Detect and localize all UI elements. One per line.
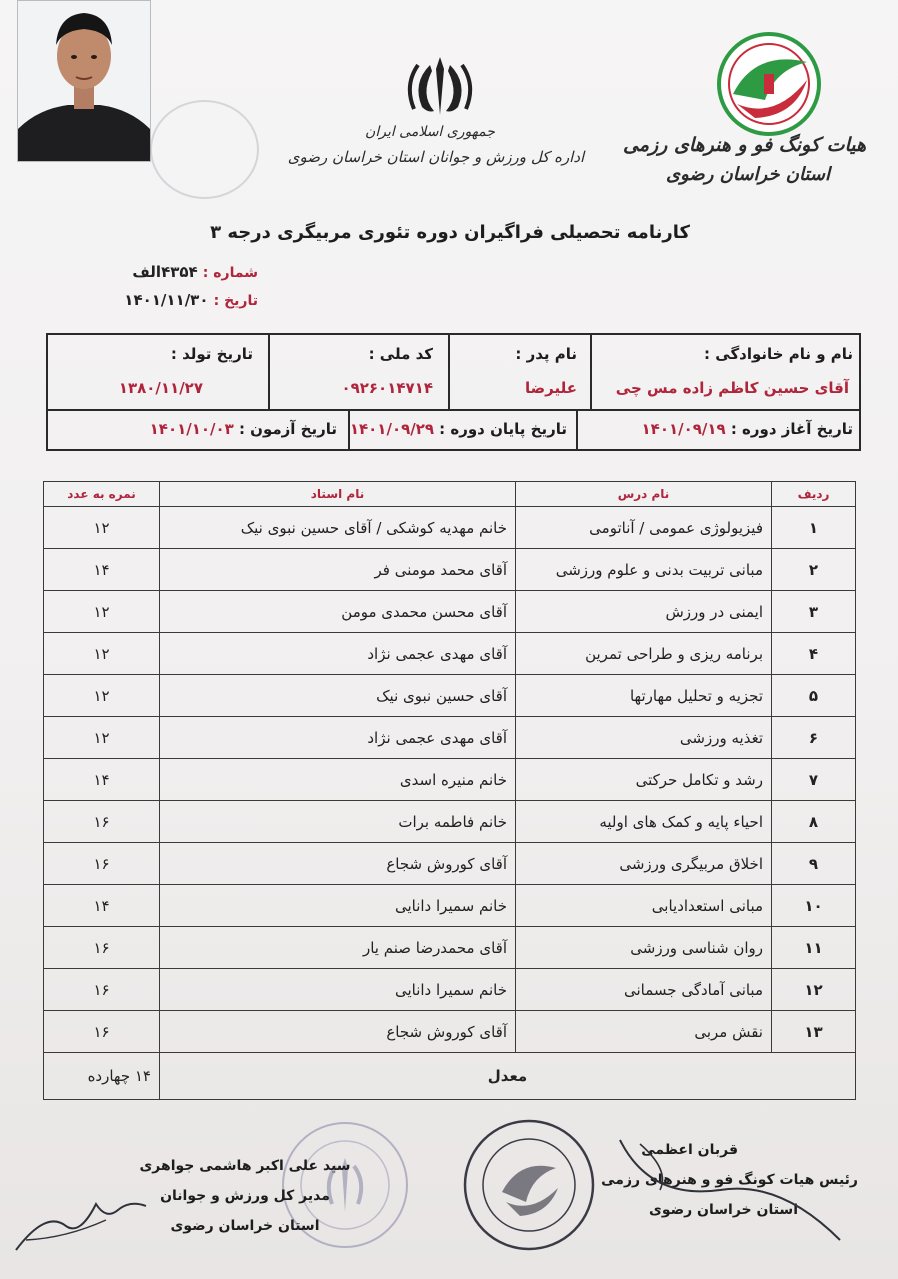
- exam-date-value: ۱۴۰۱/۱۰/۰۳: [149, 420, 234, 438]
- course-start: [642, 419, 853, 438]
- sport-directorate-name: اداره کل ورزش و جوانان استان خراسان رضوی: [287, 148, 585, 166]
- course-name: رشد و تکامل حرکتی: [516, 759, 772, 801]
- right-handwritten-signature: [610, 1130, 850, 1250]
- course-end-label: تاریخ پایان دوره :: [439, 420, 567, 438]
- course-name: برنامه ریزی و طراحی تمرین: [516, 633, 772, 675]
- document-date: [124, 290, 258, 309]
- photo-stamp-mark: [150, 100, 259, 199]
- header-teacher: نام استاد: [160, 482, 516, 507]
- grade-value: ۱۲: [44, 633, 160, 675]
- course-name: ایمنی در ورزش: [516, 591, 772, 633]
- row-index: ۱۳: [772, 1011, 856, 1053]
- right-signatory-province: استان خراسان رضوی: [648, 1202, 798, 1218]
- federation-name: هیات کونگ فو و هنرهای رزمی: [622, 134, 866, 156]
- left-signatory-name: سید علی اکبر هاشمی جواهری: [139, 1158, 351, 1174]
- document-number: [132, 262, 258, 281]
- row-index: ۹: [772, 843, 856, 885]
- header-index: ردیف: [772, 482, 856, 507]
- row-index: ۷: [772, 759, 856, 801]
- course-name: تغذیه ورزشی: [516, 717, 772, 759]
- national-code-value: ۰۹۲۶۰۱۴۷۱۴: [341, 379, 433, 397]
- father-value: علیرضا: [525, 379, 577, 397]
- header-grade: نمره به عدد: [44, 482, 160, 507]
- name-value: آقای حسین کاظم زاده مس چی: [615, 379, 849, 397]
- course-start-label: تاریخ آغاز دوره :: [730, 420, 853, 438]
- table-row: [44, 507, 856, 549]
- course-name: اخلاق مربیگری ورزشی: [516, 843, 772, 885]
- grade-value: ۱۴: [44, 885, 160, 927]
- course-name: مبانی آمادگی جسمانی: [516, 969, 772, 1011]
- teacher-name: خانم سمیرا دانایی: [160, 885, 516, 927]
- table-row: [44, 843, 856, 885]
- teacher-name: خانم مهدیه کوشکی / آقای حسین نبوی نیک: [160, 507, 516, 549]
- course-name: نقش مربی: [516, 1011, 772, 1053]
- grade-value: ۱۶: [44, 843, 160, 885]
- table-row: [44, 759, 856, 801]
- average-value: ۱۴ چهارده: [44, 1053, 160, 1100]
- father-label: نام پدر :: [515, 345, 577, 363]
- row-index: ۱۲: [772, 969, 856, 1011]
- teacher-name: خانم فاطمه برات: [160, 801, 516, 843]
- teacher-name: آقای محسن محمدی مومن: [160, 591, 516, 633]
- row-index: ۴: [772, 633, 856, 675]
- row-index: ۲: [772, 549, 856, 591]
- right-signatory-title: رئیس هیات کونگ فو و هنرهای رزمی: [601, 1172, 858, 1188]
- teacher-name: خانم منیره اسدی: [160, 759, 516, 801]
- exam-date: [150, 419, 337, 438]
- teacher-name: آقای کوروش شجاع: [160, 843, 516, 885]
- course-end-value: ۱۴۰۱/۰۹/۲۹: [349, 420, 435, 438]
- table-row: [44, 801, 856, 843]
- header-course: نام درس: [516, 482, 772, 507]
- grade-value: ۱۲: [44, 675, 160, 717]
- grade-value: ۱۶: [44, 801, 160, 843]
- table-row: [44, 717, 856, 759]
- grade-value: ۱۶: [44, 1011, 160, 1053]
- name-label: نام و نام خانوادگی :: [704, 345, 853, 363]
- average-row: [44, 1053, 856, 1100]
- row-index: ۳: [772, 591, 856, 633]
- row-index: ۱۱: [772, 927, 856, 969]
- federation-logo: [715, 30, 823, 138]
- course-name: مبانی استعدادیابی: [516, 885, 772, 927]
- iran-emblem: [404, 55, 476, 117]
- row-index: ۸: [772, 801, 856, 843]
- exam-date-label: تاریخ آزمون :: [238, 420, 337, 438]
- course-name: احیاء پایه و کمک های اولیه: [516, 801, 772, 843]
- right-signatory-name: قربان اعظمی: [641, 1142, 738, 1158]
- left-handwritten-signature: [6, 1180, 156, 1260]
- grades-table: [43, 481, 856, 1100]
- federation-province: استان خراسان رضوی: [666, 164, 830, 185]
- teacher-name: آقای کوروش شجاع: [160, 1011, 516, 1053]
- table-row: [44, 633, 856, 675]
- row-index: ۱۰: [772, 885, 856, 927]
- republic-name: جمهوری اسلامی ایران: [365, 124, 495, 140]
- row-index: ۱: [772, 507, 856, 549]
- student-photo: [17, 0, 151, 162]
- table-row: [44, 969, 856, 1011]
- table-row: [44, 591, 856, 633]
- number-label: شماره :: [202, 265, 258, 281]
- table-row: [44, 1011, 856, 1053]
- table-row: [44, 885, 856, 927]
- teacher-name: آقای مهدی عجمی نژاد: [160, 717, 516, 759]
- course-name: روان شناسی ورزشی: [516, 927, 772, 969]
- student-info-box: [46, 333, 861, 451]
- grade-value: ۱۲: [44, 717, 160, 759]
- course-name: تجزیه و تحلیل مهارتها: [516, 675, 772, 717]
- date-label: تاریخ :: [213, 293, 258, 309]
- table-row: [44, 675, 856, 717]
- grade-value: ۱۲: [44, 591, 160, 633]
- course-start-value: ۱۴۰۱/۰۹/۱۹: [641, 420, 726, 438]
- teacher-name: آقای حسین نبوی نیک: [160, 675, 516, 717]
- grade-value: ۱۲: [44, 507, 160, 549]
- teacher-name: آقای محمدرضا صنم یار: [160, 927, 516, 969]
- teacher-name: آقای مهدی عجمی نژاد: [160, 633, 516, 675]
- table-row: [44, 927, 856, 969]
- number-value: ۴۳۵۴الف: [132, 263, 198, 281]
- birth-date-label: تاریخ تولد :: [170, 345, 253, 363]
- grade-value: ۱۶: [44, 969, 160, 1011]
- document-title: کارنامه تحصیلی فراگیران دوره تئوری مربیگری درجه ۳: [210, 222, 690, 243]
- grade-value: ۱۴: [44, 549, 160, 591]
- birth-date-value: ۱۳۸۰/۱۱/۲۷: [118, 379, 203, 397]
- grade-value: ۱۶: [44, 927, 160, 969]
- teacher-name: خانم سمیرا دانایی: [160, 969, 516, 1011]
- national-code-label: کد ملی :: [368, 345, 433, 363]
- course-name: فیزیولوژی عمومی / آناتومی: [516, 507, 772, 549]
- grade-value: ۱۴: [44, 759, 160, 801]
- table-row: [44, 549, 856, 591]
- row-index: ۶: [772, 717, 856, 759]
- date-value: ۱۴۰۱/۱۱/۳۰: [124, 291, 209, 309]
- course-end: [350, 419, 567, 438]
- average-label: معدل: [160, 1053, 856, 1100]
- row-index: ۵: [772, 675, 856, 717]
- left-signatory-title: مدیر کل ورزش و جوانان: [160, 1188, 330, 1204]
- left-signatory-province: استان خراسان رضوی: [170, 1218, 320, 1234]
- teacher-name: آقای محمد مومنی فر: [160, 549, 516, 591]
- course-name: مبانی تربیت بدنی و علوم ورزشی: [516, 549, 772, 591]
- grades-header-row: [44, 482, 856, 507]
